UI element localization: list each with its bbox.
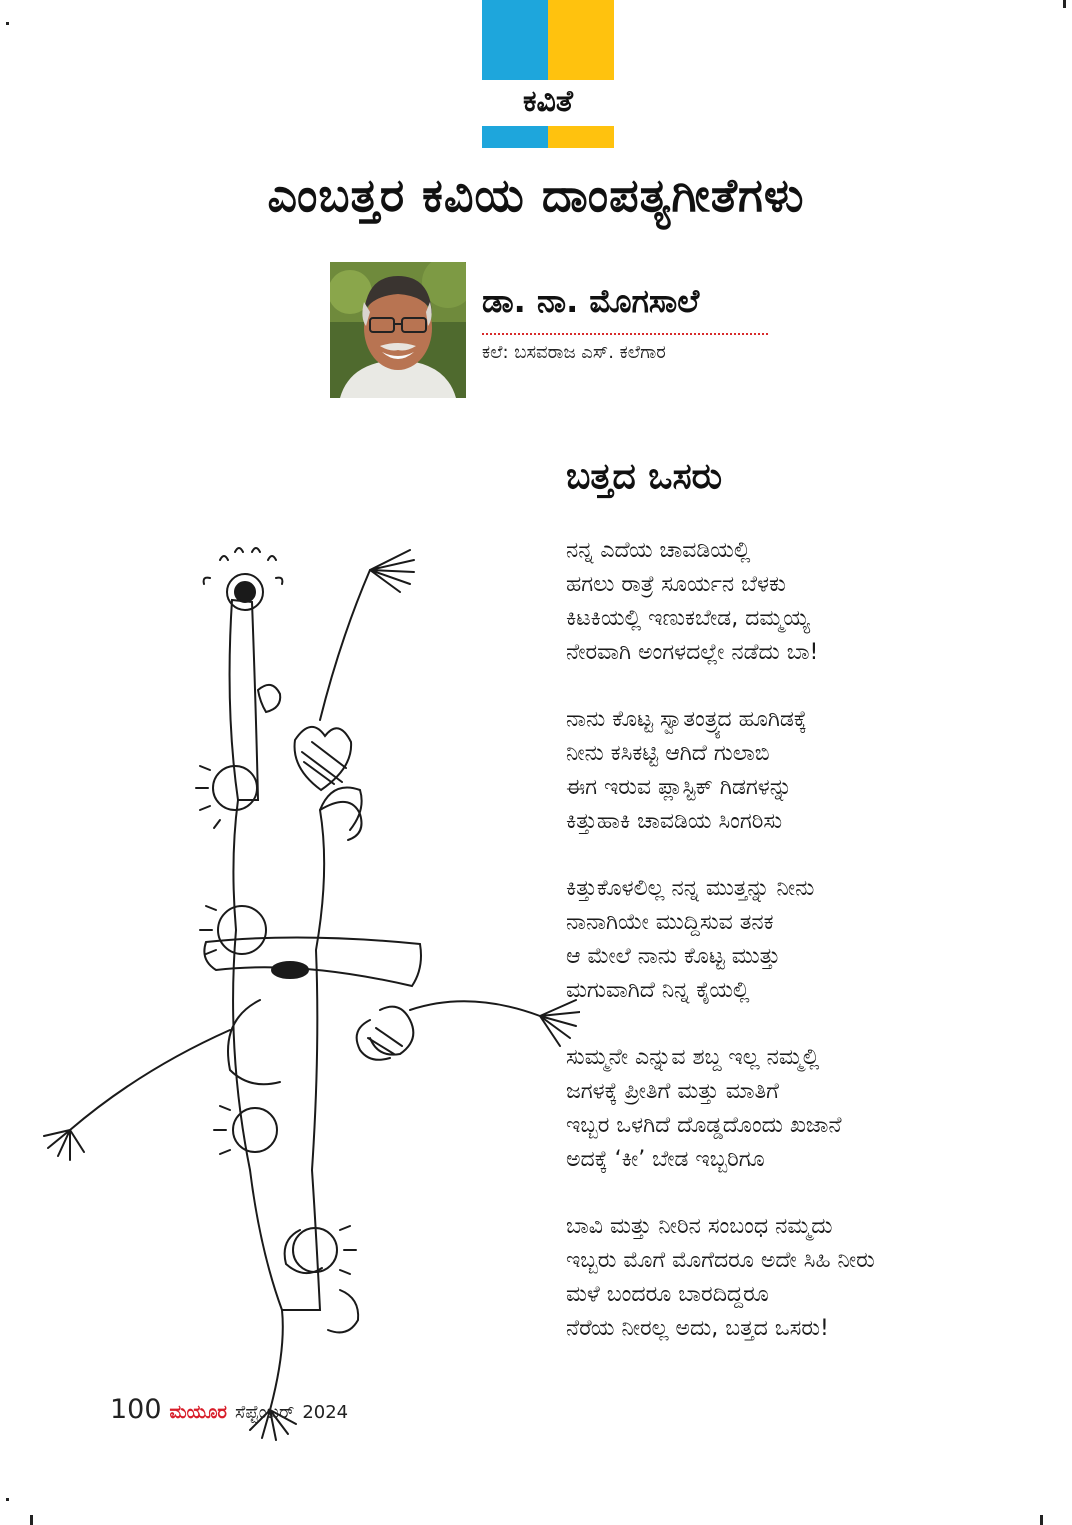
- poem-line: ಅದಕ್ಕೆ ‘ಕೀ’ ಬೇಡ ಇಬ್ಬರಿಗೂ: [566, 1147, 765, 1172]
- poem-line: ಕಿಟಕಿಯಲ್ಲಿ ಇಣುಕಬೇಡ, ದಮ್ಮಯ್ಯ: [566, 606, 810, 631]
- sun-motif: [293, 1226, 356, 1274]
- page-footer: [110, 1394, 348, 1425]
- crop-mark: [1063, 0, 1066, 8]
- poem-line: ನನ್ನ ಎದೆಯ ಚಾವಡಿಯಲ್ಲಿ: [566, 538, 751, 563]
- poem-line: ಈಗ ಇರುವ ಪ್ಲಾಸ್ಟಿಕ್ ಗಿಡಗಳನ್ನು: [566, 775, 792, 800]
- poem-line: ನೇರವಾಗಿ ಅಂಗಳದಲ್ಲೇ ನಡೆದು ಬಾ!: [566, 640, 819, 665]
- poem-line: ಮಳೆ ಬಂದರೂ ಬಾರದಿದ್ದರೂ: [566, 1282, 769, 1307]
- poem-line: ಮಗುವಾಗಿದೆ ನಿನ್ನ ಕೈಯಲ್ಲಿ: [566, 978, 750, 1003]
- author-portrait: [330, 262, 466, 398]
- badge-color-block: [482, 0, 614, 80]
- poem-line: ನೆರೆಯ ನೀರಲ್ಲ ಅದು, ಬತ್ತದ ಒಸರು!: [566, 1316, 829, 1341]
- poem-body: [566, 534, 1056, 1379]
- issue-year: 2024: [302, 1402, 349, 1423]
- poem-line: ಜಗಳಕ್ಕೆ ಪ್ರೀತಿಗೆ ಮತ್ತು ಮಾತಿಗೆ: [566, 1079, 779, 1104]
- author-divider: [482, 333, 768, 335]
- stanza: [566, 1210, 1056, 1346]
- stanza: [566, 534, 1056, 670]
- poem-line: ನೀನು ಕಸಿಕಟ್ಟಿ ಆಗಿದೆ ಗುಲಾಬಿ: [566, 741, 770, 766]
- magazine-name: ಮಯೂರ: [169, 1402, 227, 1423]
- poem-title: ಬತ್ತದ ಒಸರು: [566, 456, 723, 497]
- poem-line: ನಾನು ಕೊಟ್ಟ ಸ್ವಾತಂತ್ರ್ಯದ ಹೂಗಿಡಕ್ಕೆ: [566, 707, 807, 732]
- article-title: ಎಂಬತ್ತರ ಕವಿಯ ದಾಂಪತ್ಯಗೀತೆಗಳು: [267, 168, 805, 222]
- sun-motif: [200, 906, 266, 954]
- stanza: [566, 1041, 1056, 1177]
- author-name: ಡಾ. ನಾ. ಮೊಗಸಾಲೆ: [482, 282, 700, 320]
- poem-line: ಬಾವಿ ಮತ್ತು ನೀರಿನ ಸಂಬಂಧ ನಮ್ಮದು: [566, 1214, 833, 1239]
- poem-line: ಕಿತ್ತುಕೊಳಲಿಲ್ಲ ನನ್ನ ಮುತ್ತನ್ನು ನೀನು: [566, 876, 815, 901]
- poem-line: ಇಬ್ಬರು ಮೊಗೆ ಮೊಗೆದರೂ ಅದೇ ಸಿಹಿ ನೀರು: [566, 1248, 875, 1273]
- page-number: 100: [110, 1394, 162, 1425]
- section-label: ಕವಿತೆ: [523, 84, 573, 119]
- poem-line: ನಾನಾಗಿಯೇ ಮುದ್ದಿಸುವ ತನಕ: [566, 910, 774, 935]
- badge-color-strip: [482, 126, 614, 148]
- line-art-illustration: [20, 530, 580, 1450]
- poem-line: ಸುಮ್ಮನೇ ಎನ್ನುವ ಶಬ್ದ ಇಲ್ಲ ನಮ್ಮಲ್ಲಿ: [566, 1045, 820, 1070]
- poem-line: ಹಗಲು ರಾತ್ರೆ ಸೂರ್ಯನ ಬೆಳಕು: [566, 572, 786, 597]
- poem-line: ಇಬ್ಬರ ಒಳಗಿದೆ ದೊಡ್ಡದೊಂದು ಖಜಾನೆ: [566, 1113, 842, 1138]
- poem-line: ಆ ಮೇಲೆ ನಾನು ಕೊಟ್ಟ ಮುತ್ತು: [566, 944, 781, 969]
- crop-mark: [6, 1498, 9, 1501]
- crop-mark: [1040, 1515, 1043, 1525]
- issue-month: ಸೆಪ್ಟೆಂಬರ್: [234, 1402, 295, 1423]
- sun-motif: [196, 766, 257, 828]
- crop-mark: [6, 22, 9, 25]
- portrait-image: [330, 262, 466, 398]
- poem-line: ಕಿತ್ತುಹಾಕಿ ಚಾವಡಿಯ ಸಿಂಗರಿಸು: [566, 809, 783, 834]
- section-badge: [482, 0, 614, 150]
- crop-mark: [30, 1515, 33, 1525]
- art-credit: ಕಲೆ: ಬಸವರಾಜ ಎಸ್. ಕಲೆಗಾರ: [482, 342, 666, 363]
- stanza: [566, 703, 1056, 839]
- stanza: [566, 872, 1056, 1008]
